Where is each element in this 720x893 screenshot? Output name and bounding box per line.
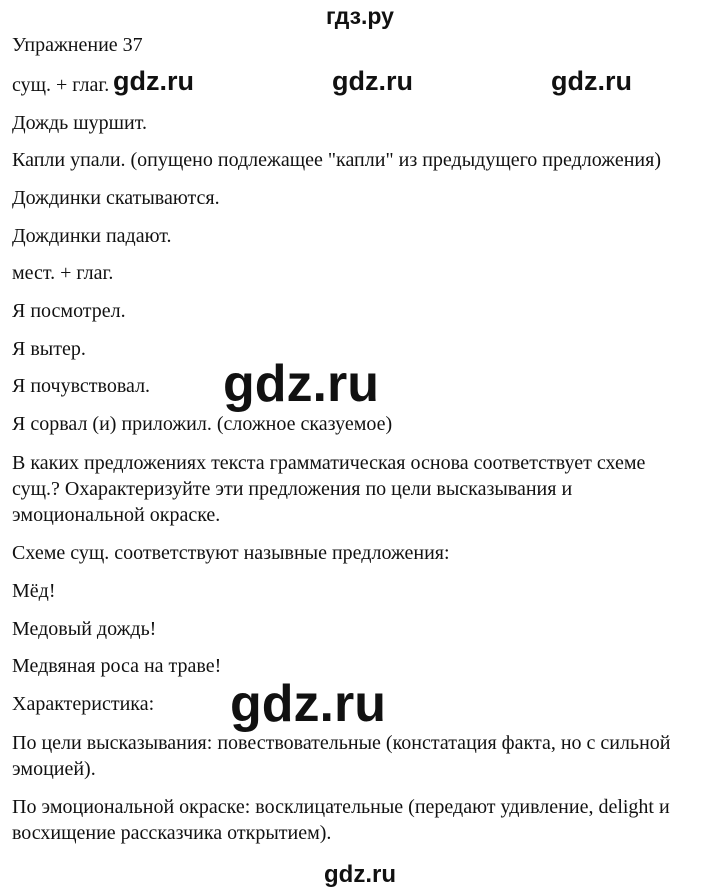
site-header[interactable]: гдз.ру (326, 3, 394, 29)
text-line: Медвяная роса на траве! (12, 655, 222, 677)
text-line: Я посмотрел. (12, 300, 126, 322)
text-line: Схеме сущ. соответствуют назывные предложения: (12, 542, 450, 564)
exercise-title: Упражнение 37 (12, 34, 143, 56)
text-line: Дождинки падают. (12, 225, 172, 247)
text-line: Я сорвал (и) приложил. (сложное сказуемое) (12, 413, 393, 435)
question-line: В каких предложениях текста грамматическая основа соответствует схеме (12, 452, 646, 474)
text-line: восхищение рассказчика открытием). (12, 822, 332, 844)
text-line: Дождь шуршит. (12, 112, 147, 134)
text-line: Капли упали. (опущено подлежащее "капли" из предыдущего предложения) (12, 149, 661, 171)
watermark: gdz.ru (230, 675, 386, 733)
watermark: gdz.ru (332, 66, 413, 96)
text-line: эмоцией). (12, 758, 96, 780)
text-line: мест. + глаг. (12, 262, 114, 284)
text-line: По цели высказывания: повествовательные (констатация факта, но с сильной (12, 732, 671, 754)
text-line: По эмоциональной окраске: восклицательные (передают удивление, delight и (12, 796, 670, 818)
watermark: gdz.ru (223, 355, 379, 413)
text-line: Я почувствовал. (12, 375, 151, 397)
text-line: сущ. + глаг. (12, 74, 110, 96)
text-line: Я вытер. (12, 338, 86, 360)
text-line: Медовый дождь! (12, 618, 157, 640)
watermark: gdz.ru (113, 66, 194, 96)
question-line: эмоциональной окраске. (12, 504, 221, 526)
text-line: Мёд! (12, 580, 56, 602)
text-line: Характеристика: (12, 693, 155, 715)
watermark: gdz.ru (551, 66, 632, 96)
site-footer[interactable]: gdz.ru (324, 861, 396, 888)
question-line: сущ.? Охарактеризуйте эти предложения по цели высказывания и (12, 478, 573, 500)
text-line: Дождинки скатываются. (12, 187, 220, 209)
